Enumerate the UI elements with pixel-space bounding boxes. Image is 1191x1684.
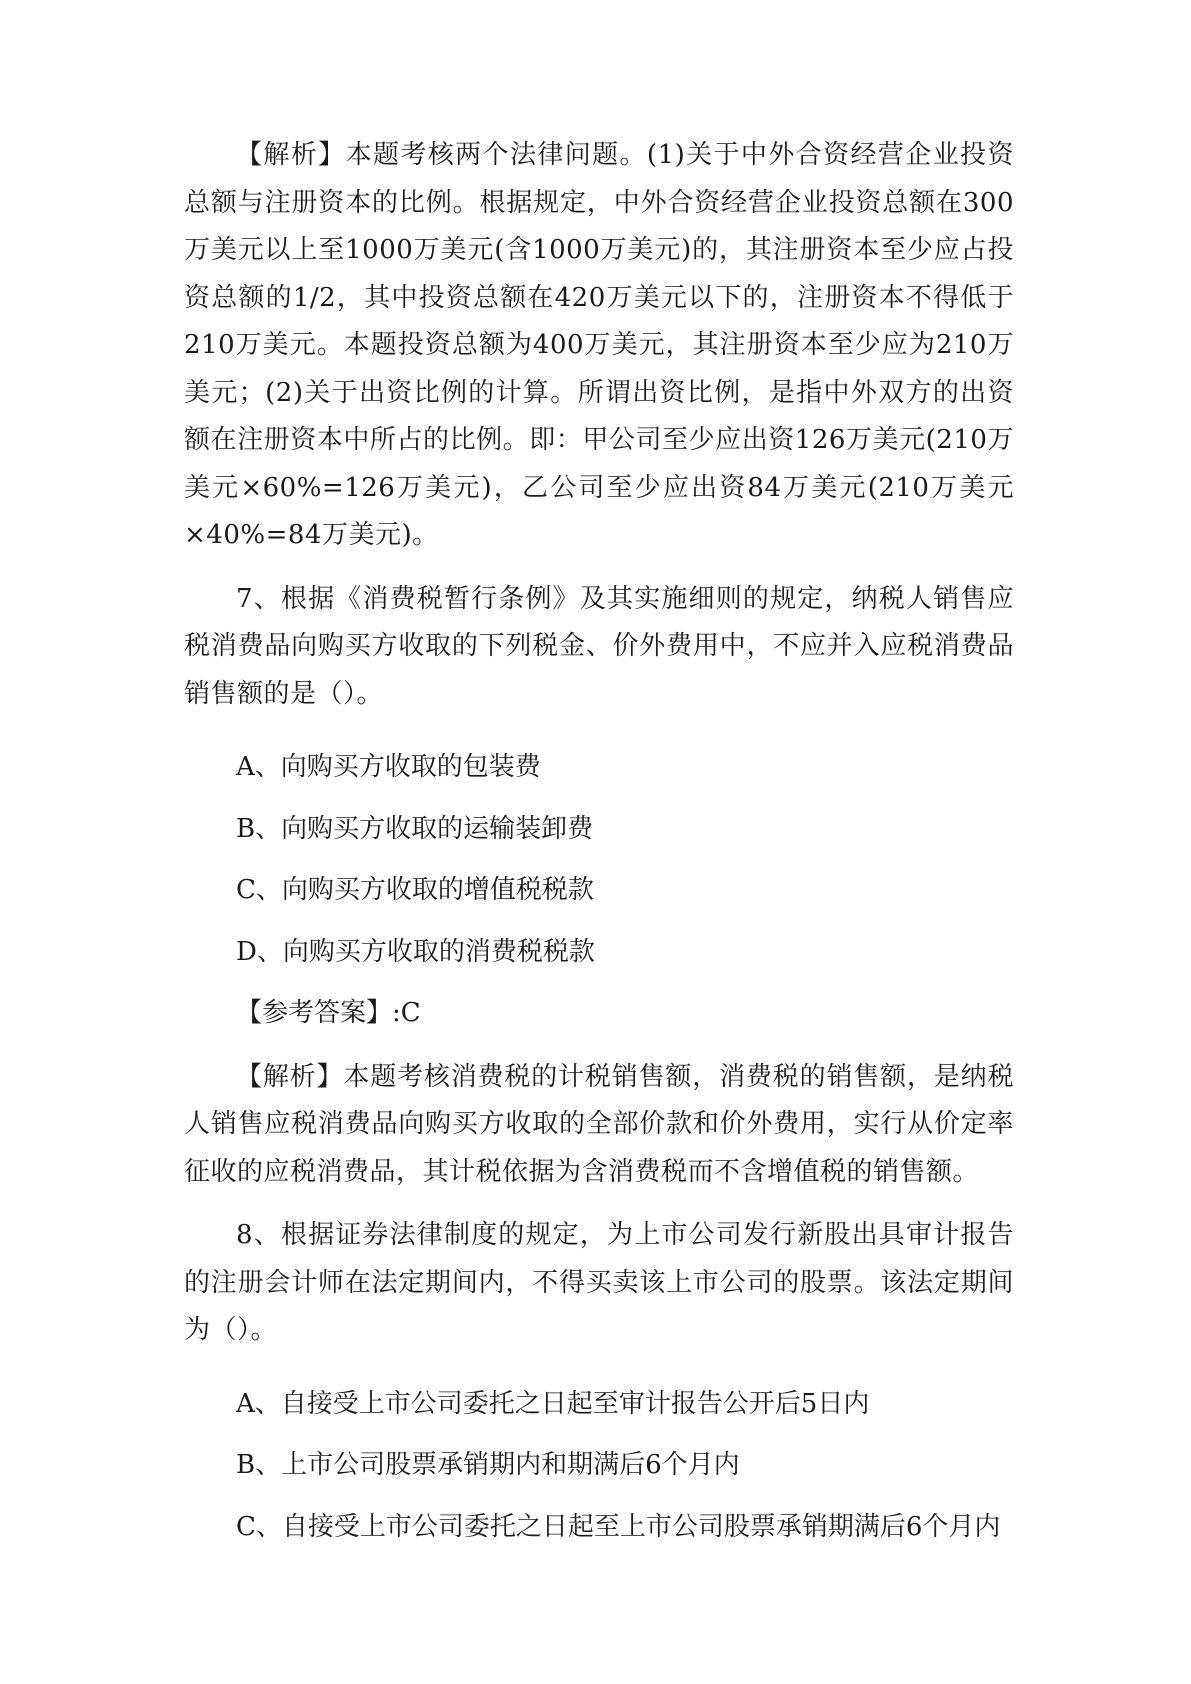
question-8-option-b: B、上市公司股票承销期内和期满后6个月内: [236, 1450, 740, 1480]
question-7-analysis: 【解析】本题考核消费税的计税销售额，消费税的销售额，是纳税人销售应税消费品向购买方收取的全部价款和价外费用，实行从价定率征收的应税消费品，其计税依据为含消费税而不含增值税的销售额。: [184, 1061, 1014, 1187]
question-7-option-b: B、向购买方收取的运输装卸费: [236, 813, 594, 844]
document-content: [184, 132, 1014, 1551]
question-8-stem: 8、根据证券法律制度的规定，为上市公司发行新股出具审计报告的注册会计师在法定期间内，不得买卖该上市公司的股票。该法定期间为（）。: [184, 1220, 1014, 1345]
question-7-option-d: D、向购买方收取的消费税税款: [236, 936, 595, 967]
question-7-option-c: C、向购买方收取的增值税税款: [236, 875, 594, 905]
analysis-paragraph: 【解析】本题考核两个法律问题。(1)关于中外合资经营企业投资总额与注册资本的比例。根据规定，中外合资经营企业投资总额在300万美元以上至1000万美元(含1000万美元)的，其注册资本至少应占投资总额的1/2，其中投资总额在420万美元以下的，注册资本不得低于210万美元。本题投资总额为400万美元，其注册资本至少应为210万美元；(2)关于出资比例的计算。所谓出资比例，是指中外双方的出资额在注册资本中所占的比例。即：甲公司至少应出资126万美元(210万美元×60%=126万美元)，乙公司至少应出资84万美元(210万美元×40%=84万美元)。: [184, 140, 1014, 550]
question-7-stem: 7、根据《消费税暂行条例》及其实施细则的规定，纳税人销售应税消费品向购买方收取的下列税金、价外费用中，不应并入应税消费品销售额的是（）。: [184, 583, 1014, 709]
question-7-option-a: A、向购买方收取的包装费: [236, 752, 541, 782]
question-8-option-a: A、自接受上市公司委托之日起至审计报告公开后5日内: [236, 1388, 870, 1419]
question-7-answer: 【参考答案】:C: [236, 998, 421, 1028]
question-8-option-c: C、自接受上市公司委托之日起至上市公司股票承销期满后6个月内: [236, 1511, 1001, 1542]
